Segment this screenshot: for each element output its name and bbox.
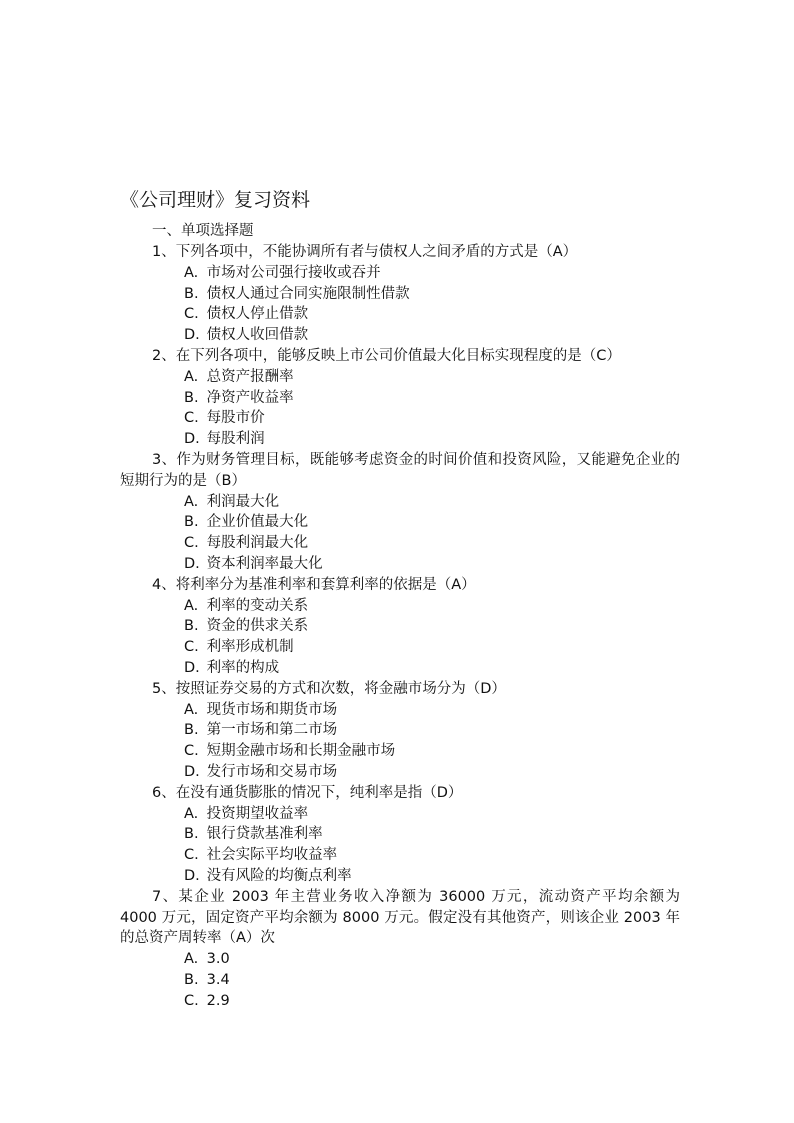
- option-text: 社会实际平均收益率: [206, 847, 338, 864]
- section-heading: 一、单项选择题: [152, 223, 254, 239]
- option-letter: A.: [184, 805, 199, 822]
- answer-option: [0, 325, 794, 346]
- answer-option: [0, 845, 794, 866]
- answer-option: [0, 616, 794, 637]
- option-letter: C.: [184, 847, 199, 864]
- answer-option: [0, 949, 794, 970]
- option-text: 每股市价: [206, 410, 265, 427]
- option-letter: D.: [184, 555, 200, 572]
- option-text: 利率的变动关系: [206, 597, 309, 614]
- option-letter: C.: [184, 992, 199, 1009]
- document-title: 《公司理财》复习资料: [120, 189, 311, 211]
- option-letter: B.: [184, 618, 199, 635]
- option-letter: B.: [184, 285, 199, 302]
- option-letter: B.: [184, 514, 199, 531]
- option-text: 债权人收回借款: [206, 327, 309, 344]
- option-letter: A.: [184, 264, 199, 281]
- option-text: 利率形成机制: [206, 639, 294, 656]
- answer-option: [0, 720, 794, 741]
- option-text: 利率的构成: [206, 659, 280, 676]
- answer-option: [0, 367, 794, 388]
- question-text: 5、按照证券交易的方式和次数，将金融市场分为（D）: [152, 680, 506, 697]
- option-text: 2.9: [206, 992, 230, 1009]
- question-item: [0, 242, 794, 346]
- question-text: 3、作为财务管理目标，既能够考虑资金的时间价值和投资风险，又能避免企业的短期行为的是（B）: [120, 451, 680, 489]
- option-text: 市场对公司强行接收或吞并: [206, 264, 381, 281]
- option-text: 企业价值最大化: [206, 514, 309, 531]
- option-text: 银行贷款基准利率: [206, 826, 323, 843]
- option-letter: B.: [184, 389, 199, 406]
- answer-option: [0, 429, 794, 450]
- answer-option: [0, 637, 794, 658]
- option-text: 发行市场和交易市场: [206, 763, 338, 780]
- question-text: 4、将利率分为基准利率和套算利率的依据是（A）: [152, 576, 476, 593]
- option-letter: A.: [184, 493, 199, 510]
- option-letter: C.: [184, 306, 199, 323]
- option-letter: D.: [184, 763, 200, 780]
- question-text: 6、在没有通货膨胀的情况下，纯利率是指（D）: [152, 784, 463, 801]
- option-text: 第一市场和第二市场: [206, 722, 338, 739]
- option-letter: C.: [184, 743, 199, 760]
- option-text: 利润最大化: [206, 493, 280, 510]
- option-letter: B.: [184, 722, 199, 739]
- option-letter: D.: [184, 431, 200, 448]
- answer-option: [0, 824, 794, 845]
- question-item: [0, 887, 794, 1012]
- answer-option: [0, 304, 794, 325]
- answer-option: [0, 408, 794, 429]
- option-text: 资金的供求关系: [206, 618, 309, 635]
- option-text: 3.4: [206, 971, 230, 988]
- answer-option: [0, 970, 794, 991]
- option-letter: A.: [184, 368, 199, 385]
- question-item: [0, 679, 794, 783]
- question-item: [0, 783, 794, 887]
- question-text: 1、下列各项中，不能协调所有者与债权人之间矛盾的方式是（A）: [152, 244, 578, 260]
- answer-option: [0, 284, 794, 305]
- option-letter: D.: [184, 659, 200, 676]
- option-text: 每股利润最大化: [206, 535, 309, 552]
- answer-option: [0, 512, 794, 533]
- question-item: [0, 346, 794, 450]
- option-text: 净资产收益率: [206, 389, 294, 406]
- answer-option: [0, 804, 794, 825]
- option-letter: B.: [184, 826, 199, 843]
- answer-option: [0, 492, 794, 513]
- option-text: 短期金融市场和长期金融市场: [206, 743, 396, 760]
- question-text: 2、在下列各项中，能够反映上市公司价值最大化目标实现程度的是（C）: [152, 347, 621, 364]
- option-text: 投资期望收益率: [206, 805, 309, 822]
- question-item: [0, 575, 794, 679]
- answer-option: [0, 700, 794, 721]
- option-text: 资本利润率最大化: [206, 555, 323, 572]
- answer-option: [0, 554, 794, 575]
- answer-option: [0, 991, 794, 1012]
- option-text: 没有风险的均衡点利率: [206, 867, 352, 884]
- answer-option: [0, 596, 794, 617]
- question-text: 7、某企业 2003 年主营业务收入净额为 36000 万元，流动资产平均余额为 4000 万元，固定资产平均余额为 8000 万元。假定没有其他资产，则该企业 2003 年的总资产周转率（A）次: [120, 888, 680, 947]
- option-letter: C.: [184, 535, 199, 552]
- answer-option: [0, 533, 794, 554]
- option-letter: A.: [184, 951, 199, 968]
- answer-option: [0, 741, 794, 762]
- answer-option: [0, 658, 794, 679]
- question-list: [0, 242, 794, 1011]
- question-item: [0, 450, 794, 575]
- option-letter: C.: [184, 410, 199, 427]
- option-letter: A.: [184, 701, 199, 718]
- option-text: 债权人通过合同实施限制性借款: [206, 285, 410, 302]
- answer-option: [0, 388, 794, 409]
- answer-option: [0, 263, 794, 284]
- option-letter: C.: [184, 639, 199, 656]
- option-text: 每股利润: [206, 431, 265, 448]
- option-letter: B.: [184, 971, 199, 988]
- option-text: 债权人停止借款: [206, 306, 309, 323]
- answer-option: [0, 866, 794, 887]
- option-text: 现货市场和期货市场: [206, 701, 338, 718]
- option-letter: D.: [184, 867, 200, 884]
- answer-option: [0, 762, 794, 783]
- option-letter: A.: [184, 597, 199, 614]
- option-text: 总资产报酬率: [206, 368, 294, 385]
- option-text: 3.0: [206, 951, 230, 968]
- option-letter: D.: [184, 327, 200, 344]
